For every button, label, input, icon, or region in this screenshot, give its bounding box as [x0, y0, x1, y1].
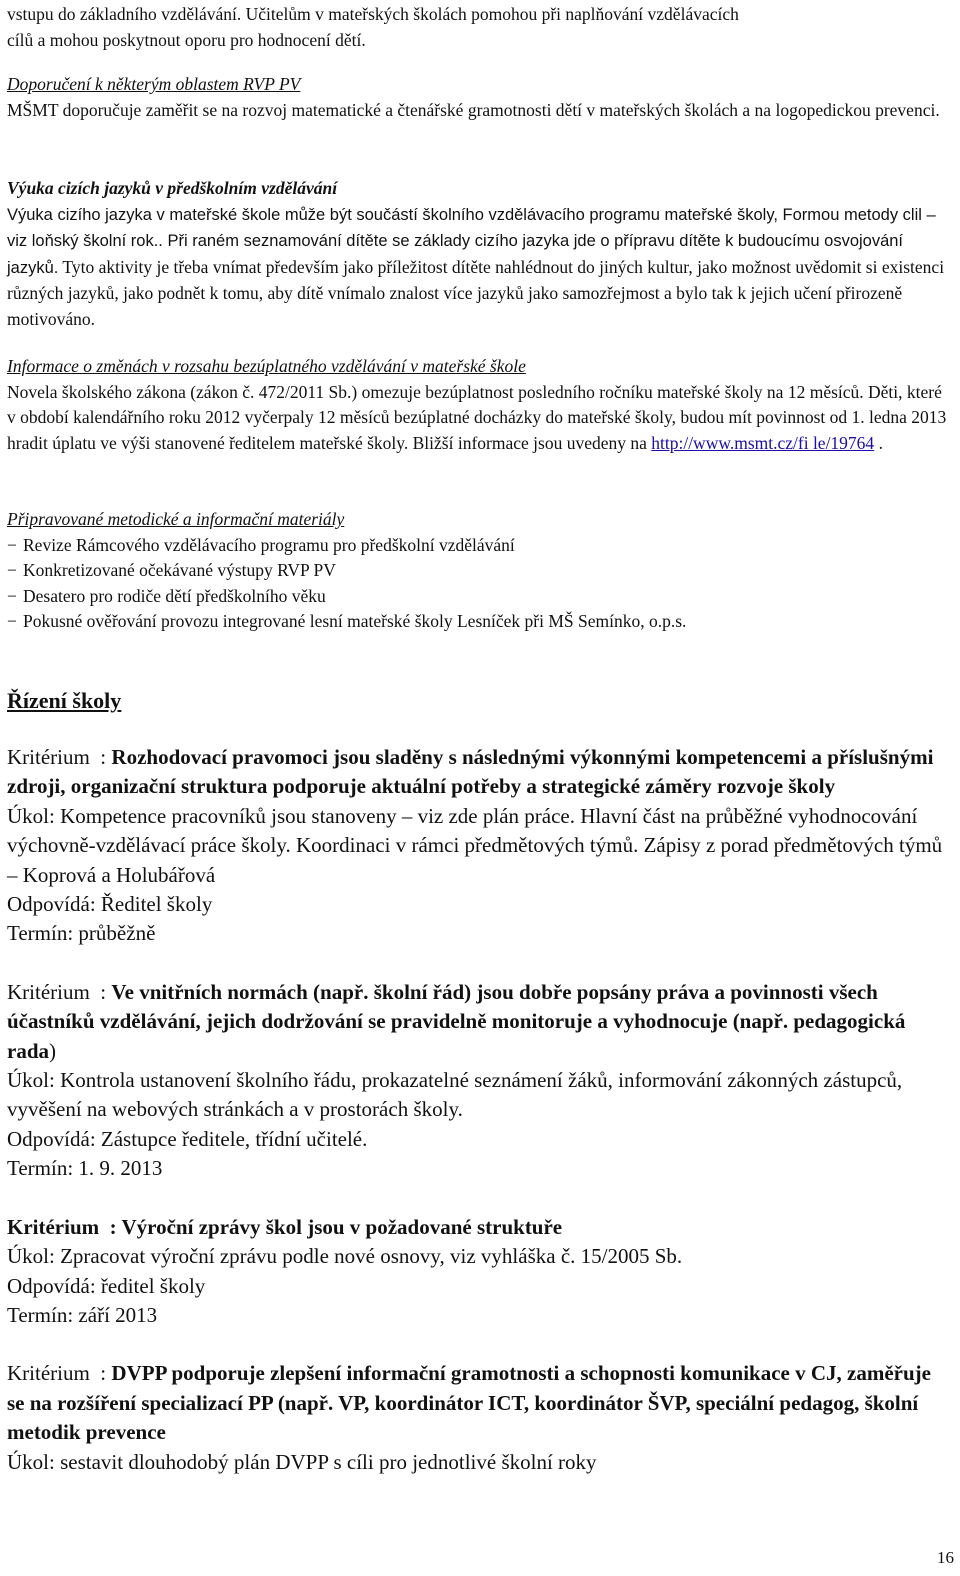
languages-section	[7, 176, 953, 333]
criterion-block	[7, 978, 953, 1184]
rvp-heading: Doporučení k některým oblastem RVP PV	[7, 74, 301, 94]
rvp-text: MŠMT doporučuje zaměřit se na rozvoj matematické a čtenářské gramotnosti dětí v mateřských školách a na logopedickou prevenci.	[7, 99, 940, 120]
dash-bullet: −	[7, 560, 17, 581]
criterion-deadline: Termín: 1. 9. 2013	[7, 1156, 163, 1181]
criterion-responsible: Odpovídá: Zástupce ředitele, třídní učitelé.	[7, 1126, 368, 1151]
criterion-heading	[7, 1213, 953, 1242]
criteria-list	[7, 743, 953, 1477]
materials-section	[7, 507, 953, 635]
criterion-label: Kritérium :	[7, 1214, 122, 1239]
fees-heading: Informace o změnách v rozsahu bezúplatného vzdělávání v mateřské škole	[7, 356, 526, 376]
criterion-label: Kritérium :	[7, 745, 112, 769]
dash-bullet: −	[7, 534, 17, 555]
criterion-label: Kritérium :	[7, 1361, 112, 1386]
dash-bullet: −	[7, 611, 17, 632]
materials-list	[7, 533, 953, 635]
criterion-task: Úkol: Kontrola ustanovení školního řádu, prokazatelné seznámení žáků, informování zákonných zástupců, vyvěšení na webových stránkách a v prostorách školy.	[7, 1068, 903, 1122]
criterion-deadline: Termín: průběžně	[7, 921, 156, 946]
criterion-label: Kritérium :	[7, 979, 112, 1004]
dash-bullet: −	[7, 585, 17, 606]
criterion-responsible: Odpovídá: Ředitel školy	[7, 892, 213, 917]
criterion-responsible: Odpovídá: ředitel školy	[7, 1273, 206, 1298]
criterion-heading	[7, 743, 953, 802]
materials-heading: Připravované metodické a informační materiály	[7, 509, 345, 529]
materials-item	[7, 533, 953, 559]
management-title-wrap	[7, 688, 953, 714]
criterion-title: Rozhodovací pravomoci jsou sladěny s následnými výkonnými kompetencemi a příslušnými zdroji, organizační struktura podporuje aktuální potřeby a strategické záměry rozvoje školy	[7, 745, 934, 799]
languages-text-2: Tyto aktivity je třeba vnímat především jako příležitost dítěte nahlédnout do jiných kultur, jako možnost uvědomit si existenci různých jazyků, jako podnět k tomu, aby dítě vnímalo znalost více jazyků jako samozřejmost a bylo tak k jejich učení přirozeně motivováno.	[7, 256, 945, 329]
fees-after-link: .	[874, 432, 883, 453]
criterion-task: Úkol: Zpracovat výroční zprávu podle nové osnovy, viz vyhláška č. 15/2005 Sb.	[7, 1244, 683, 1269]
materials-item	[7, 584, 953, 610]
criterion-block	[7, 1359, 953, 1477]
languages-heading: Výuka cizích jazyků v předškolním vzdělávání	[7, 178, 338, 198]
criterion-block	[7, 1213, 953, 1331]
materials-item-text: Konkretizované očekávané výstupy RVP PV	[23, 560, 336, 581]
criterion-heading	[7, 1359, 953, 1447]
materials-item-text: Pokusné ověřování provozu integrované lesní mateřské školy Lesníček při MŠ Semínko, o.p.s.	[23, 611, 687, 632]
materials-item-text: Desatero pro rodiče dětí předškolního věku	[23, 585, 326, 606]
criterion-deadline: Termín: září 2013	[7, 1302, 158, 1327]
criterion-title: Ve vnitřních normách (např. školní řád) jsou dobře popsány práva a povinnosti všech účastníků vzdělávání, jejich dodržování se pravidelně monitoruje a vyhodnocuje (např. pedagogická rada	[7, 979, 906, 1063]
criterion-title-suffix: )	[49, 1038, 56, 1063]
management-title: Řízení školy	[7, 688, 122, 713]
intro-line-2: cílů a mohou poskytnout oporu pro hodnocení dětí.	[7, 29, 366, 50]
intro-line-1: vstupu do základního vzdělávání. Učitelům v mateřských školách pomohou při naplňování vzdělávacích	[7, 4, 739, 24]
criterion-heading	[7, 978, 953, 1066]
criterion-block	[7, 743, 953, 949]
rvp-section	[7, 72, 953, 123]
materials-item-text: Revize Rámcového vzdělávacího programu pro předškolní vzdělávání	[23, 534, 515, 555]
materials-item	[7, 609, 953, 635]
page-number: 16	[937, 1548, 954, 1567]
fees-text: Novela školského zákona (zákon č. 472/2011 Sb.) omezuje bezúplatnost posledního ročníku mateřské školy na 12 měsíců. Děti, které v období kalendářního roku 2012 vyčerpaly 12 měsíců bezúplatné docházky do mateřské školy, budou mít povinnost od 1. ledna 2013 hradit úplatu ve výši stanovené ředitelem mateřské školy. Bližší informace jsou uvedeny na	[7, 381, 947, 453]
criterion-title: Výroční zprávy škol jsou v požadované struktuře	[121, 1214, 563, 1239]
materials-item	[7, 558, 953, 584]
criterion-task: Úkol: sestavit dlouhodobý plán DVPP s cíli pro jednotlivé školní roky	[7, 1449, 597, 1474]
languages-text-1: Výuka cizího jazyka v mateřské škole může být součástí školního vzdělávacího programu mateřské školy, Formou metody clil – viz loňský školní rok.. Při raném seznamování dítěte se základy cizího jazyka jde o přípravu dítěte k budoucímu osvojování jazyků.	[7, 205, 936, 277]
fees-section	[7, 354, 953, 456]
intro-paragraph	[7, 2, 953, 53]
criterion-title: DVPP podporuje zlepšení informační gramotnosti a schopnosti komunikace v CJ, zaměřuje se na rozšíření specializací PP (např. VP, koordinátor ICT, koordinátor ŠVP, speciální pedagog, školní metodik prevence	[7, 1361, 931, 1445]
criterion-task: Úkol: Kompetence pracovníků jsou stanoveny – viz zde plán práce. Hlavní část na průběžné vyhodnocování výchovně-vzdělávací práce školy. Koordinaci v rámci předmětových týmů. Zápisy z porad předmětových týmů – Koprová a Holubářová	[7, 803, 943, 887]
fees-link[interactable]: http://www.msmt.cz/fi le/19764	[651, 432, 875, 453]
